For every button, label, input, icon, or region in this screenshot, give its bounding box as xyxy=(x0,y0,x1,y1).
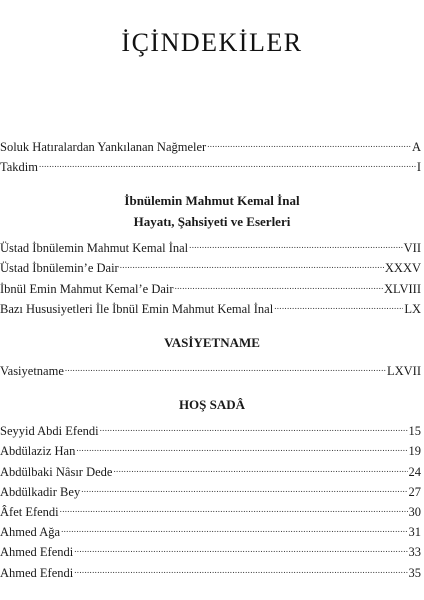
toc-entry-page: 24 xyxy=(408,464,421,479)
toc-entry-label: Takdim xyxy=(0,160,39,175)
toc-entry-label: Abdülkadir Bey xyxy=(0,484,81,499)
dot-leader xyxy=(100,415,408,435)
dot-leader xyxy=(274,293,403,313)
toc-entry-page: 19 xyxy=(408,444,421,459)
section-heading-ibnulemin: İbnülemin Mahmut Kemal İnal xyxy=(124,193,300,208)
toc-entry-page: 30 xyxy=(408,504,421,519)
toc-entry-page: I xyxy=(416,160,421,175)
toc-entry-label: Üstad İbnülemin’e Dair xyxy=(0,261,119,276)
toc-entry[interactable] xyxy=(0,516,424,540)
page-title: İÇİNDEKİLER xyxy=(121,28,303,57)
toc-entry-label: Âfet Efendi xyxy=(0,504,59,519)
dot-leader xyxy=(189,232,402,252)
dot-leader xyxy=(113,455,407,475)
toc-entry-page: 31 xyxy=(408,525,421,540)
section-heading-vasiyetname: VASİYETNAME xyxy=(164,335,260,350)
toc-entry-label: Soluk Hatıralardan Yankılanan Nağmeler xyxy=(0,140,207,155)
toc-entry[interactable] xyxy=(0,415,424,439)
dot-leader xyxy=(207,131,411,151)
toc-entry-label: Ahmed Efendi xyxy=(0,545,74,560)
toc-entry-page: 35 xyxy=(408,565,421,580)
toc-entry[interactable] xyxy=(0,232,424,256)
toc-entry-label: Ahmed Efendi xyxy=(0,565,74,580)
dot-leader xyxy=(76,435,407,455)
dot-leader xyxy=(60,496,408,516)
toc-entry-page: 15 xyxy=(408,424,421,439)
toc-entry-label: Ahmed Ağa xyxy=(0,525,61,540)
dot-leader xyxy=(120,252,384,272)
dot-leader xyxy=(74,536,407,556)
toc-entry-page: 27 xyxy=(408,484,421,499)
toc-list-hos-sada xyxy=(0,415,424,580)
dot-leader xyxy=(81,476,407,496)
toc-entry[interactable] xyxy=(0,151,424,175)
dot-leader xyxy=(175,272,383,292)
toc-entry-page: 33 xyxy=(408,545,421,560)
dot-leader xyxy=(74,556,407,576)
dot-leader xyxy=(61,516,407,536)
section-subheading-ibnulemin: Hayatı, Şahsiyeti ve Eserleri xyxy=(133,214,291,229)
toc-entry-label: Abdülbaki Nâsır Dede xyxy=(0,464,113,479)
dot-leader xyxy=(39,151,416,171)
toc-entry-page: VII xyxy=(403,241,421,256)
toc-entry-label: Abdülaziz Han xyxy=(0,444,76,459)
toc-entry-page: A xyxy=(411,140,421,155)
toc-list-ibnulemin xyxy=(0,232,424,316)
toc-list-vasiyetname xyxy=(0,355,424,379)
toc-entry-label: İbnül Emin Mahmut Kemal’e Dair xyxy=(0,281,174,296)
toc-entry[interactable] xyxy=(0,131,424,155)
toc-entry-page: XLVIII xyxy=(383,281,421,296)
toc-entry[interactable] xyxy=(0,496,424,519)
toc-entry-page: LX xyxy=(404,301,421,316)
toc-list-front-matter xyxy=(0,131,424,175)
toc-entry[interactable] xyxy=(0,355,424,379)
toc-entry-label: Üstad İbnülemin Mahmut Kemal İnal xyxy=(0,241,189,256)
toc-entry[interactable] xyxy=(0,536,424,560)
toc-entry-label: Seyyid Abdi Efendi xyxy=(0,424,99,439)
toc-entry-label: Vasiyetname xyxy=(0,364,64,379)
section-heading-hos-sada: HOŞ SADÂ xyxy=(178,397,246,412)
toc-entry-page: LXVII xyxy=(386,364,421,379)
toc-entry-page: XXXV xyxy=(384,261,421,276)
toc-entry-label: Bazı Hususiyetleri İle İbnül Emin Mahmut Kemal İnal xyxy=(0,301,274,316)
dot-leader xyxy=(65,355,386,375)
